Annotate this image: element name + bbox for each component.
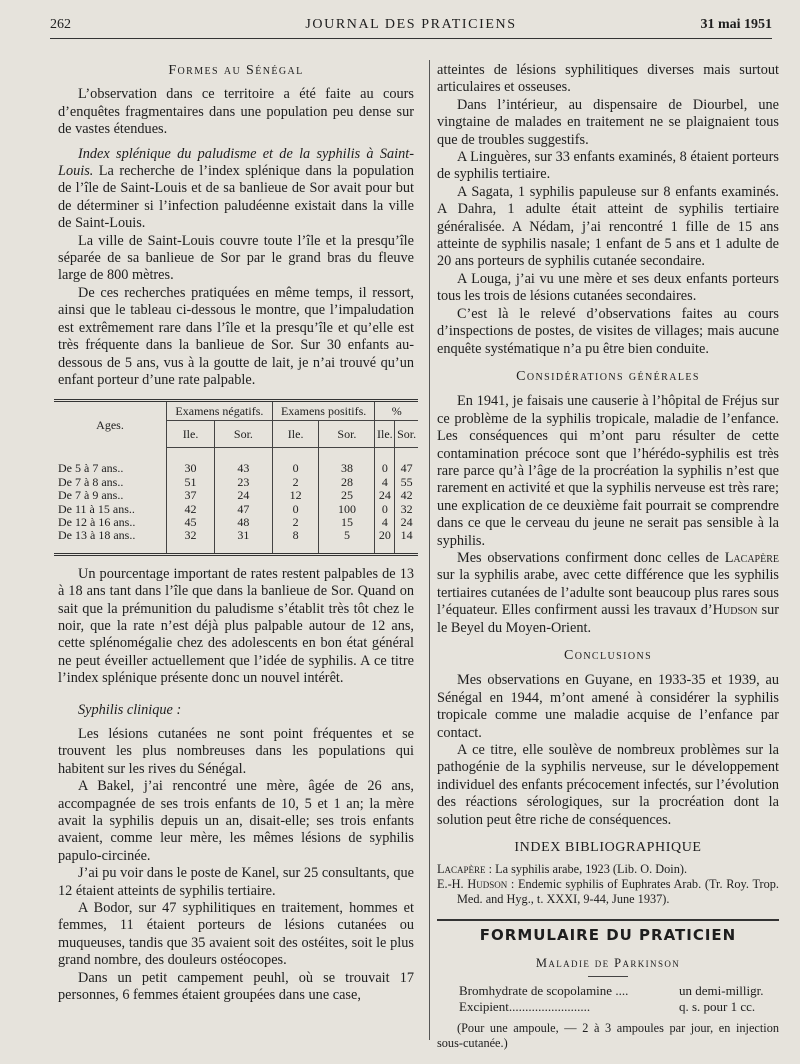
table-subheader: Sor. (319, 421, 375, 448)
table-cell: 15 (319, 516, 375, 529)
table-header-positive: Examens positifs. (272, 402, 375, 421)
bibliography (437, 862, 779, 907)
paragraph-text: sur le Beyel du Moyen-Orient. (437, 602, 779, 636)
table-subheader: Ile. (272, 421, 319, 448)
ingredient: Bromhydrate de scopolamine .... (459, 983, 629, 999)
page-number: 262 (50, 17, 71, 32)
paragraph: A Louga, j’ai vu une mère et ses deux enfants porteurs tous les trois de lésions cutanées secondaires. (437, 270, 779, 305)
table-cell: 47 (395, 448, 418, 476)
author-name: Hudson (712, 602, 758, 619)
table-cell: 20 (375, 529, 395, 552)
table-cell: 38 (319, 448, 375, 476)
table-cell: 0 (272, 503, 319, 516)
paragraph: A Linguères, sur 33 enfants examinés, 8 étaient porteurs de syphilis tertiaire. (437, 149, 779, 183)
dose: q. s. pour 1 cc. (679, 999, 756, 1015)
formulary-title: FORMULAIRE DU PRATICIEN (479, 926, 737, 945)
author-name: E.-H. Hudson (437, 877, 508, 892)
table-cell: De 7 à 9 ans.. (58, 488, 124, 503)
paragraph-text: La recherche de l’index splénique dans la population de l’île de Saint-Louis et de sa banlieue de Sor avait pour but de déterminer si l’infection paludéenne existait dans la ville de Saint-Louis. (58, 163, 414, 232)
table-subheader: Ile. (167, 421, 215, 448)
table-header-negative: Examens négatifs. (167, 402, 273, 421)
right-column (437, 62, 779, 1051)
bibliography-entry (437, 877, 779, 907)
table-cell: 0 (375, 503, 395, 516)
paragraph (437, 550, 779, 637)
ingredient: Excipient......................... (459, 999, 591, 1015)
table-cell: 2 (272, 516, 319, 529)
paragraph: L’observation dans ce territoire a été faite au cours d’enquêtes fragmentaires dans une population peu dense sur de vastes étendues. (58, 86, 414, 138)
table-row (54, 529, 418, 552)
table-cell: 42 (395, 489, 418, 502)
table-cell: 12 (272, 489, 319, 502)
table-cell: 8 (272, 529, 319, 552)
table-cell: 23 (215, 476, 273, 489)
paragraph: A Bodor, sur 47 syphilitiques en traitement, hommes et femmes, 11 étaient porteurs de lésions cutanées ou muqueuses, tandis que 35 avaient soit des ostéites, soit le plus grand nombre, des douleurs ostéocopes. (58, 900, 414, 969)
table-cell: 25 (319, 489, 375, 502)
table-subheader: Sor. (395, 421, 418, 448)
table-cell: 14 (395, 529, 418, 552)
section-heading-conclusions: Conclusions (563, 648, 653, 663)
table-row (54, 476, 418, 489)
paragraph: atteintes de lésions syphilitiques diverses mais surtout articulaires et osseuses. (437, 62, 779, 96)
table-cell: 24 (375, 489, 395, 502)
table-cell: 2 (272, 476, 319, 489)
table-cell: 24 (215, 489, 273, 502)
paragraph: A ce titre, elle soulève de nombreux problèmes sur la pathogénie de la syphilis nerveuse, sur le développement individuel des enfants précocement infectés, sur l’évolution des réactions sérologiques, sur la procréation dont la solution peut être riche de conséquences. (437, 742, 779, 828)
table-cell: 32 (167, 529, 215, 552)
table-row (54, 503, 418, 516)
section-heading-senegal: Formes au Sénégal (168, 63, 304, 78)
bibliography-heading: INDEX BIBLIOGRAPHIQUE (514, 840, 702, 856)
prescription-line (437, 983, 779, 999)
paragraph: C’est là le relevé d’observations faites au cours d’inspections de postes, de visites de villages; mais aucune enquête systématique n’a pu être bien conduite. (437, 305, 779, 357)
citation-text: : La syphilis arabe, 1923 (Lib. O. Doin). (485, 862, 688, 877)
splenic-index-table (54, 399, 418, 555)
paragraph: Dans l’intérieur, au dispensaire de Diourbel, une vingtaine de malades en traitement ne se plaignaient tous que de troubles suggestifs. (437, 96, 779, 148)
table-cell: De 13 à 18 ans.. (58, 528, 136, 543)
table-cell: 30 (167, 448, 215, 476)
table-row (54, 448, 418, 476)
paragraph: La ville de Saint-Louis couvre toute l’île et la presqu’île séparée de sa banlieue de Sor par le grand bras du fleuve large de 800 mètres. (58, 232, 414, 284)
table-header-percent: % (375, 402, 418, 421)
table-cell: 32 (395, 503, 418, 516)
bibliography-entry (437, 862, 779, 877)
paragraph: A Sagata, 1 syphilis papuleuse sur 8 enfants examinés. A Dahra, 1 adulte était atteint de syphilis tertiaire généralisée. A Nédam, j’ai rencontré 1 fille de 15 ans atteinte de syphilis nasale; 1 enfant de 5 ans et 1 adulte de 20 ans porteurs de syphilis cutanée secondaire. (437, 183, 779, 270)
paragraph (58, 146, 414, 233)
table-cell: 48 (215, 516, 273, 529)
paragraph-text: sur la syphilis arabe, avec cette différence que les syphilis tertiaires cutanées de l’adulte sont beaucoup plus rares sous l’équateur. Elles confirment aussi les travaux d’ (437, 567, 779, 619)
table-cell: 0 (272, 448, 319, 476)
table-cell: 31 (215, 529, 273, 552)
table-cell: De 7 à 8 ans.. (58, 474, 124, 489)
column-divider (429, 60, 430, 1040)
table-cell: 55 (395, 476, 418, 489)
table-cell: 28 (319, 476, 375, 489)
table-cell: De 5 à 7 ans.. (58, 461, 124, 476)
table-subheader: Sor. (215, 421, 273, 448)
table-cell: 0 (375, 448, 395, 476)
paragraph: J’ai pu voir dans le poste de Kanel, sur 25 consultants, que 12 étaient atteints de syphilis tertiaire. (58, 865, 414, 899)
dose: un demi-milligr. (679, 983, 764, 999)
table-cell: 4 (375, 476, 395, 489)
paragraph: Les lésions cutanées ne sont point fréquentes et se trouvent les plus nombreuses dans les populations qui habitent sur les rives du Sénégal. (58, 726, 414, 777)
prescription-note: (Pour une ampoule, — 2 à 3 ampoules par jour, en injection sous-cutanée.) (437, 1021, 779, 1051)
formulary-subtitle: Maladie de Parkinson (535, 955, 681, 970)
running-header (50, 12, 772, 39)
table-row (54, 516, 418, 529)
table-cell: 24 (395, 516, 418, 529)
table-cell: 37 (167, 489, 215, 502)
table-cell: 45 (167, 516, 215, 529)
italic-subheading: Syphilis clinique : (78, 701, 182, 718)
paragraph-text: Mes observations confirment donc celles de (457, 549, 725, 566)
table-cell: 42 (167, 503, 215, 516)
author-name: Lacapère (724, 549, 779, 566)
journal-title: JOURNAL DES PRATICIENS (305, 17, 517, 32)
table-header-ages: Ages. (96, 418, 124, 433)
paragraph: Dans un petit campement peuhl, où se trouvait 17 personnes, 6 femmes étaient groupées dans une case, (58, 969, 414, 1004)
issue-date: 31 mai 1951 (700, 17, 772, 32)
table-cell: 43 (215, 448, 273, 476)
paragraph: De ces recherches pratiquées en même temps, il ressort, ainsi que le tableau ci-dessous le montre, que l’impaludation est extrêmement rare dans l’île et la presqu’île et qu’elle est très fréquente dans la banlieue de Sor. Sur 30 enfants au-dessous de 5 ans, vus à la goutte de lait, je n’ai trouvé qu’un enfant porteur d’une rate palpable. (58, 284, 414, 388)
paragraph: En 1941, je faisais une causerie à l’hôpital de Fréjus sur ce problème de la syphilis tropicale, maladie de l’enfance. Les conséquences qui m’ont paru résulter de cette contamination précoce sont que l’hérédo-syphilis est très rare parce qu’à l’âge de la procréation la syphilis n’est que rarement en activité et que la syphilis nerveuse est très rare; une explication de ce deuxième fait pourrait se comprendre dans ce que le cerveau du jeune ne serait pas sensible à la syphilis. (437, 393, 779, 549)
table-cell: 51 (167, 476, 215, 489)
paragraph: A Bakel, j’ai rencontré une mère, âgée de 26 ans, accompagnée de ses trois enfants de 10, 5 et 1 an; la mère avait la syphilis depuis un an, disait-elle; ses trois enfants avaient, comme leur mère, les mêmes lésions de syphilis papulo-circinée. (58, 778, 414, 864)
prescription-line (437, 999, 779, 1015)
table-cell: De 12 à 16 ans.. (58, 514, 136, 529)
author-name: Lacapère (437, 862, 486, 877)
table-subheader: Ile. (375, 421, 395, 448)
citation-text: : Endemic syphilis of Euphrates Arab. (Tr. Roy. Trop. Med. and Hyg., t. XXXI, 9-44, June 1937). (457, 877, 779, 907)
table-cell: 100 (319, 503, 375, 516)
table-cell: 5 (319, 529, 375, 552)
table-cell: De 11 à 15 ans.. (58, 501, 135, 516)
table-row (54, 489, 418, 502)
table-cell: 4 (375, 516, 395, 529)
table-cell: 47 (215, 503, 273, 516)
section-heading-considerations: Considérations générales (516, 368, 700, 384)
section-rule (437, 919, 779, 921)
italic-subheading: Index splénique du paludisme et de la syphilis à Saint-Louis. (58, 145, 414, 180)
paragraph: Mes observations en Guyane, en 1933-35 et 1939, au Sénégal en 1944, m’ont amené à considérer la syphilis tropicale comme une maladie acquise de l’enfance par contact. (437, 672, 779, 741)
left-column (58, 62, 417, 1005)
paragraph: Un pourcentage important de rates restent palpables de 13 à 18 ans tant dans l’île que dans la banlieue de Sor. Quand on sait que la prémunition du paludisme s’établit très tôt chez le noir, que la rate n’est déjà plus palpable autour de 12 ans, cette splénomégalie chez des adolescents en bon état général ne peut éveiller actuellement que l’idée de syphilis. A ce titre l’index splénique présente donc un nouvel intérêt. (58, 565, 414, 687)
paragraph (58, 702, 414, 719)
